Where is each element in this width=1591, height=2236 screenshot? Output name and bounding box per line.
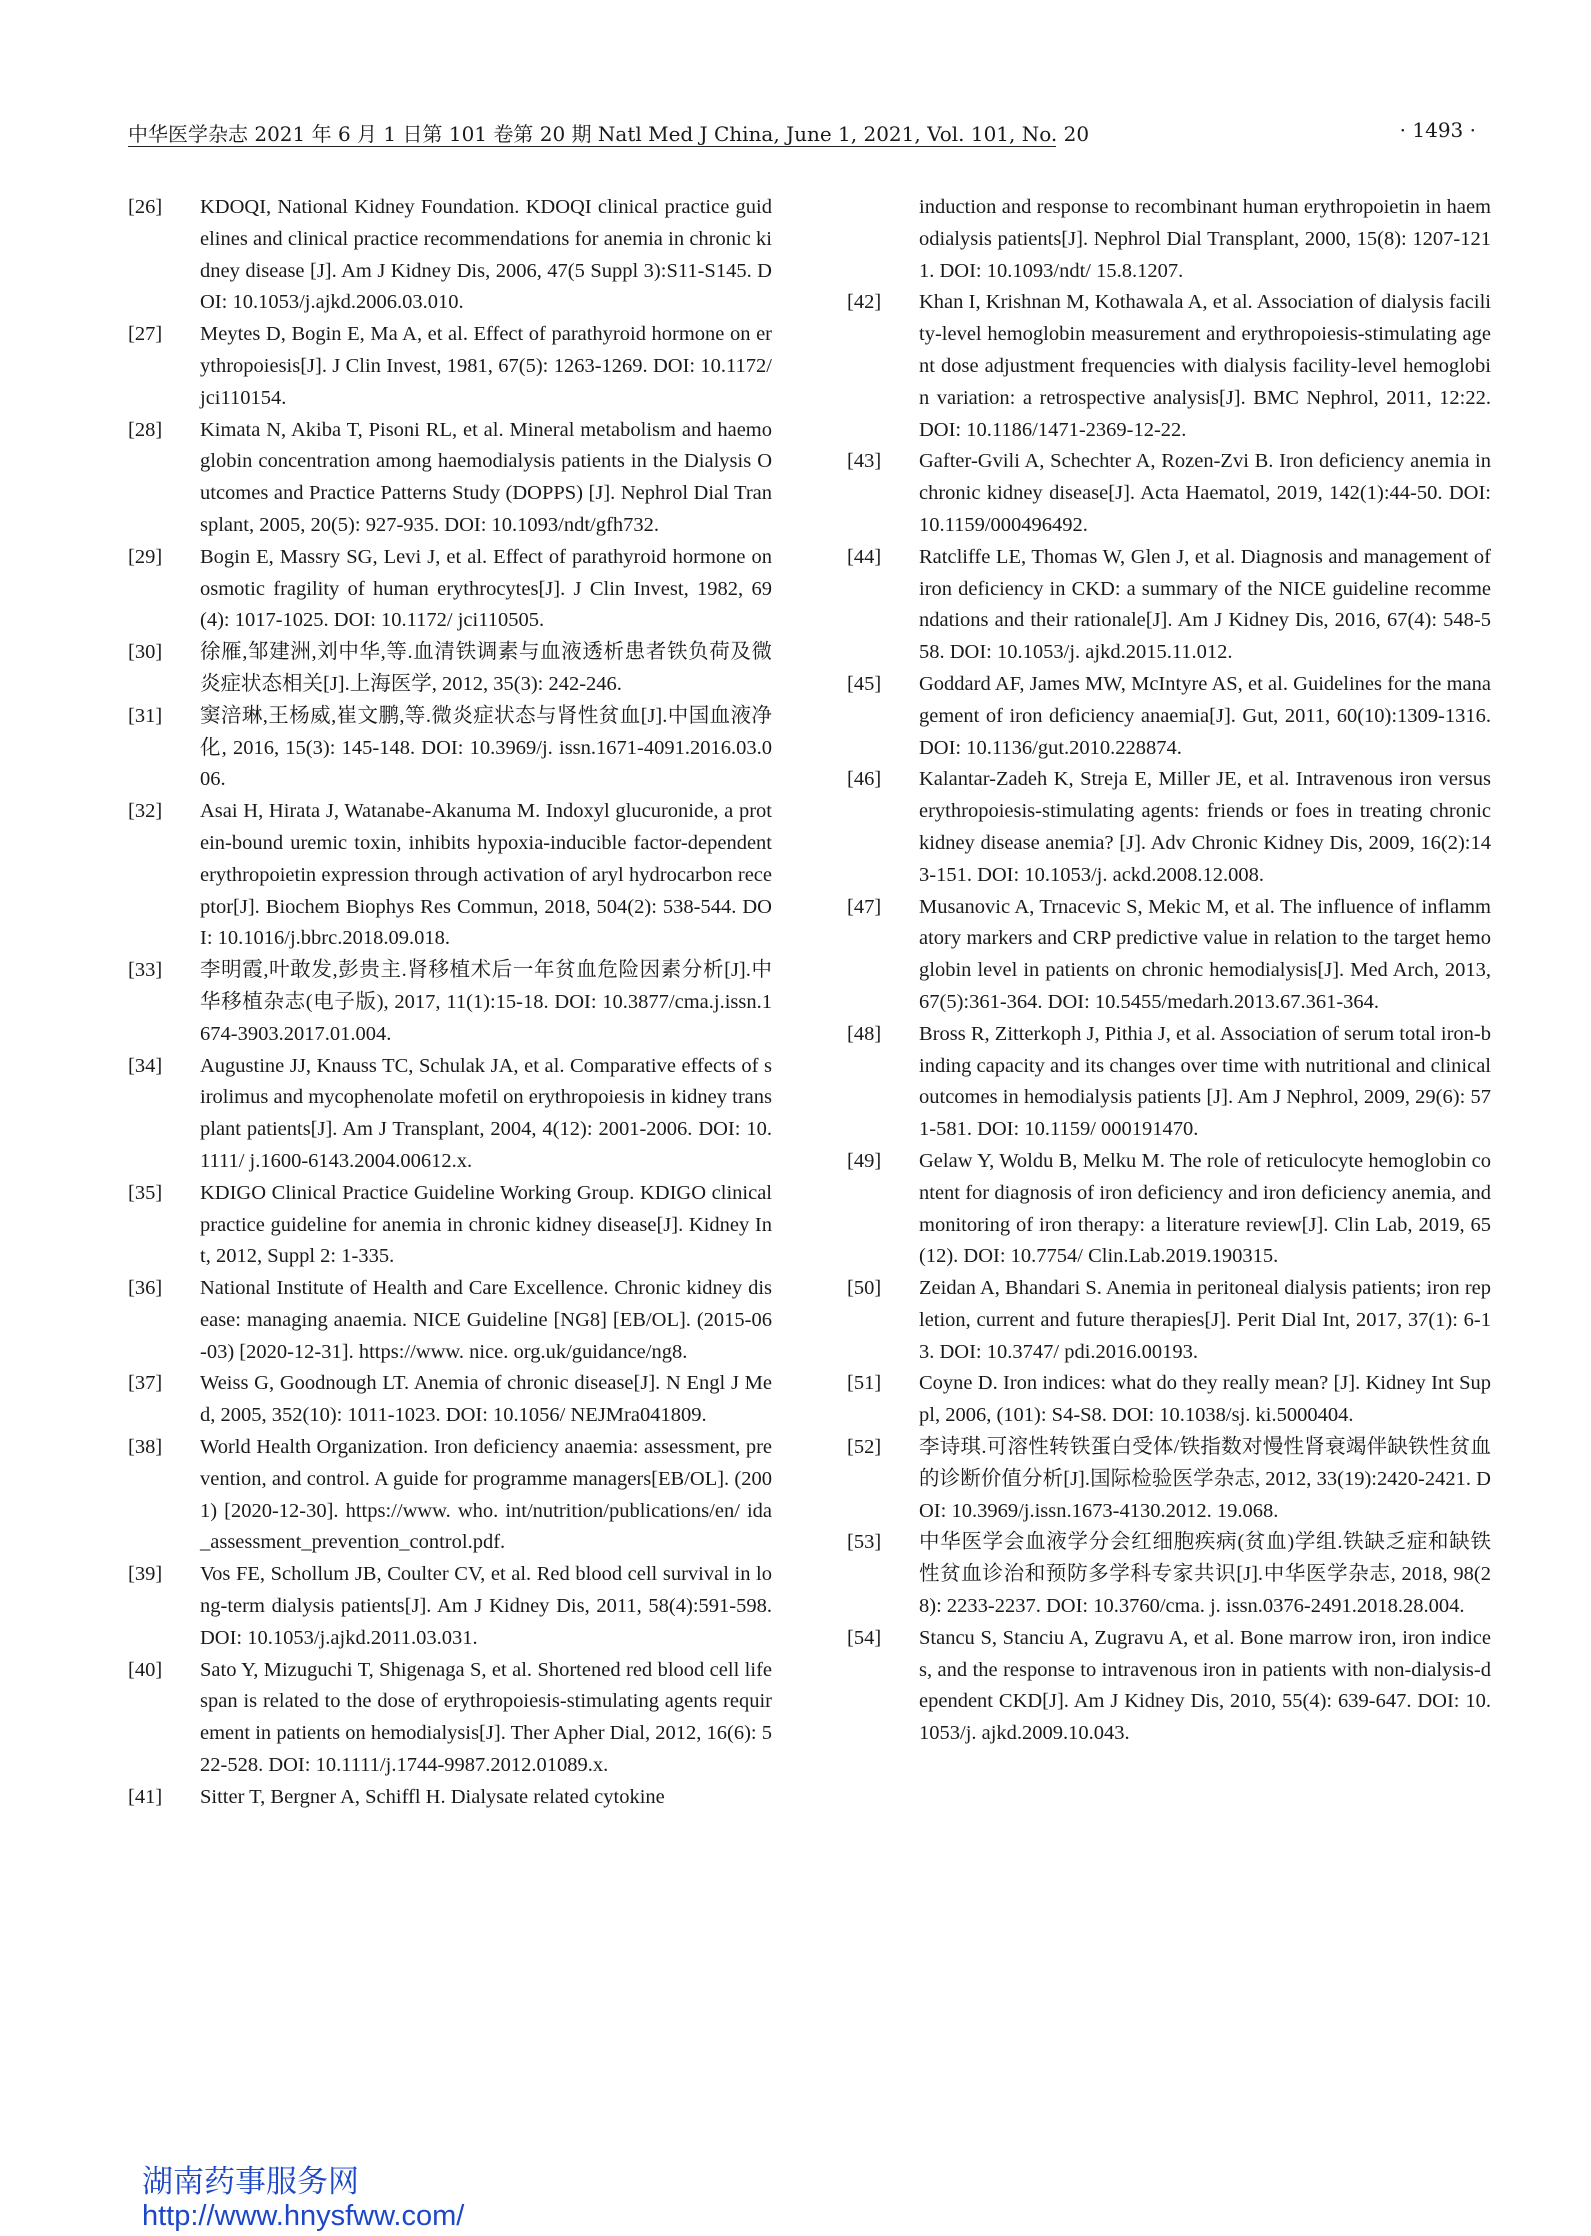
reference-text: Musanovic A, Trnacevic S, Mekic M, et al. The influence of inflammatory markers and CRP predictive value in relation to the target hemoglobin level in patients on chronic hemodialysis[J]. Med Arch, 2013, 67(5):361-364. DOI: 10.5455/medarh.2013.67.361-364. bbox=[919, 895, 1491, 1013]
reference-number: [29] bbox=[128, 545, 163, 568]
reference-number: [40] bbox=[128, 1658, 163, 1681]
reference-number: [49] bbox=[847, 1149, 882, 1172]
reference-number: [39] bbox=[128, 1563, 163, 1586]
reference-entry bbox=[847, 287, 1491, 446]
reference-number: [33] bbox=[128, 959, 163, 982]
watermark-url: http://www.hnysfww.com/ bbox=[142, 2200, 465, 2232]
reference-text: Meytes D, Bogin E, Ma A, et al. Effect of parathyroid hormone on erythropoiesis[J]. J Clin Invest, 1981, 67(5): 1263-1269. DOI: 10.1172/jci110154. bbox=[200, 323, 772, 409]
reference-entry bbox=[128, 192, 772, 319]
running-header bbox=[128, 112, 1476, 148]
reference-number: [38] bbox=[128, 1436, 163, 1459]
reference-entry bbox=[847, 192, 1491, 287]
reference-number: [32] bbox=[128, 800, 163, 823]
reference-entry bbox=[847, 892, 1491, 1019]
reference-number: [35] bbox=[128, 1181, 163, 1204]
reference-entry bbox=[847, 1432, 1491, 1527]
reference-text: Weiss G, Goodnough LT. Anemia of chronic disease[J]. N Engl J Med, 2005, 352(10): 1011-1023. DOI: 10.1056/ NEJMra041809. bbox=[200, 1372, 772, 1427]
reference-text: 徐雁,邹建洲,刘中华,等.血清铁调素与血液透析患者铁负荷及微炎症状态相关[J].上海医学, 2012, 35(3): 242-246. bbox=[200, 641, 772, 695]
reference-text: 李诗琪.可溶性转铁蛋白受体/铁指数对慢性肾衰竭伴缺铁性贫血的诊断价值分析[J].国际检验医学杂志, 2012, 33(19):2420-2421. DOI: 10.3969/j.issn.1673-4130.2012. 19.068. bbox=[919, 1436, 1491, 1522]
reference-number: [48] bbox=[847, 1022, 882, 1045]
reference-entry bbox=[847, 1527, 1491, 1622]
reference-number: [52] bbox=[847, 1436, 882, 1459]
reference-text: Kimata N, Akiba T, Pisoni RL, et al. Mineral metabolism and haemoglobin concentration among haemodialysis patients in the Dialysis Outcomes and Practice Patterns Study (DOPPS) [J]. Nephrol Dial Transplant, 2005, 20(5): 927-935. DOI: 10.1093/ndt/gfh732. bbox=[200, 418, 772, 536]
reference-text: Goddard AF, James MW, McIntyre AS, et al. Guidelines for the management of iron deficiency anaemia[J]. Gut, 2011, 60(10):1309-1316. DOI: 10.1136/gut.2010.228874. bbox=[919, 672, 1491, 759]
reference-text: Augustine JJ, Knauss TC, Schulak JA, et al. Comparative effects of sirolimus and mycophenolate mofetil on erythropoiesis in kidney transplant patients[J]. Am J Transplant, 2004, 4(12): 2001-2006. DOI: 10.1111/ j.1600-6143.2004.00612.x. bbox=[200, 1054, 772, 1172]
reference-entry bbox=[128, 542, 772, 637]
reference-number: [54] bbox=[847, 1626, 882, 1649]
reference-text: National Institute of Health and Care Excellence. Chronic kidney disease: managing anaemia. NICE Guideline [NG8] [EB/OL]. (2015-06-03) [2020-12-31]. https://www. nice. org.uk/guidance/ng8. bbox=[200, 1277, 772, 1363]
reference-number: [43] bbox=[847, 450, 882, 473]
reference-text: Asai H, Hirata J, Watanabe-Akanuma M. Indoxyl glucuronide, a protein-bound uremic toxin, inhibits hypoxia-inducible factor-dependent erythropoietin expression through activation of aryl hydrocarbon receptor[J]. Biochem Biophys Res Commun, 2018, 504(2): 538-544. DOI: 10.1016/j.bbrc.2018.09.018. bbox=[200, 800, 772, 950]
watermark bbox=[142, 2165, 464, 2233]
reference-text: Gafter-Gvili A, Schechter A, Rozen-Zvi B. Iron deficiency anemia in chronic kidney disease[J]. Acta Haematol, 2019, 142(1):44-50. DOI: 10.1159/000496492. bbox=[919, 450, 1491, 536]
reference-text: 窦涪琳,王杨威,崔文鹏,等.微炎症状态与肾性贫血[J].中国血液净化, 2016, 15(3): 145-148. DOI: 10.3969/j. issn.1671-4091.2016.03.006. bbox=[200, 704, 772, 791]
reference-text: Gelaw Y, Woldu B, Melku M. The role of reticulocyte hemoglobin content for diagnosis of iron deficiency and iron deficiency anemia, and monitoring of iron therapy: a literature review[J]. Clin Lab, 2019, 65(12). DOI: 10.7754/ Clin.Lab.2019.190315. bbox=[919, 1149, 1491, 1268]
reference-text: Ratcliffe LE, Thomas W, Glen J, et al. Diagnosis and management of iron deficiency in CKD: a summary of the NICE guideline recommendations and their rationale[J]. Am J Kidney Dis, 2016, 67(4): 548-558. DOI: 10.1053/j. ajkd.2015.11.012. bbox=[919, 545, 1491, 664]
reference-text: Vos FE, Schollum JB, Coulter CV, et al. Red blood cell survival in long-term dialysis patients[J]. Am J Kidney Dis, 2011, 58(4):591-598. DOI: 10.1053/j.ajkd.2011.03.031. bbox=[200, 1563, 772, 1649]
reference-entry bbox=[128, 955, 772, 1050]
reference-entry bbox=[128, 796, 772, 955]
reference-entry bbox=[128, 1432, 772, 1559]
reference-text: Sato Y, Mizuguchi T, Shigenaga S, et al. Shortened red blood cell lifespan is related to the dose of erythropoiesis-stimulating agents requirement in patients on hemodialysis[J]. Ther Apher Dial, 2012, 16(6): 522-528. DOI: 10.1111/j.1744-9987.2012.01089.x. bbox=[200, 1658, 772, 1777]
reference-number: [41] bbox=[128, 1785, 163, 1808]
reference-text: Bogin E, Massry SG, Levi J, et al. Effect of parathyroid hormone on osmotic fragility of human erythrocytes[J]. J Clin Invest, 1982, 69(4): 1017-1025. DOI: 10.1172/ jci110505. bbox=[200, 545, 772, 632]
reference-entry bbox=[847, 669, 1491, 764]
reference-text: Coyne D. Iron indices: what do they really mean? [J]. Kidney Int Suppl, 2006, (101): S4-S8. DOI: 10.1038/sj. ki.5000404. bbox=[919, 1372, 1491, 1427]
reference-text: Khan I, Krishnan M, Kothawala A, et al. Association of dialysis facility-level hemoglobin measurement and erythropoiesis-stimulating agent dose adjustment frequencies with dialysis facility-level hemoglobin variation: a retrospective analysis[J]. BMC Nephrol, 2011, 12:22. DOI: 10.1186/1471-2369-12-22. bbox=[919, 291, 1491, 441]
reference-number: [30] bbox=[128, 641, 163, 664]
reference-text: 中华医学会血液学分会红细胞疾病(贫血)学组.铁缺乏症和缺铁性贫血诊治和预防多学科专家共识[J].中华医学杂志, 2018, 98(28): 2233-2237. DOI: 10.3760/cma. j. issn.0376-2491.2018.28.004. bbox=[919, 1531, 1491, 1618]
reference-entry bbox=[128, 1782, 772, 1814]
reference-number: [31] bbox=[128, 704, 163, 727]
reference-text: induction and response to recombinant human erythropoietin in haemodialysis patients[J]. Nephrol Dial Transplant, 2000, 15(8): 1207-1211. DOI: 10.1093/ndt/ 15.8.1207. bbox=[919, 196, 1491, 282]
reference-entry bbox=[128, 1051, 772, 1178]
reference-number: [42] bbox=[847, 291, 882, 314]
reference-entry bbox=[128, 415, 772, 542]
reference-entry bbox=[128, 1559, 772, 1654]
reference-entry bbox=[847, 1623, 1491, 1750]
reference-entry bbox=[847, 1368, 1491, 1432]
reference-number: [36] bbox=[128, 1277, 163, 1300]
reference-entry bbox=[847, 1019, 1491, 1146]
reference-number: [28] bbox=[128, 418, 163, 441]
page-number: · 1493 · bbox=[1399, 118, 1476, 142]
reference-text: KDOQI, National Kidney Foundation. KDOQI clinical practice guidelines and clinical practice recommendations for anemia in chronic kidney disease [J]. Am J Kidney Dis, 2006, 47(5 Suppl 3):S11-S145. DOI: 10.1053/j.ajkd.2006.03.010. bbox=[200, 196, 772, 314]
reference-text: Sitter T, Bergner A, Schiffl H. Dialysate related cytokine bbox=[200, 1785, 665, 1808]
reference-entry bbox=[128, 1655, 772, 1782]
reference-number: [27] bbox=[128, 323, 163, 346]
reference-entry bbox=[847, 1146, 1491, 1273]
reference-number: [34] bbox=[128, 1054, 163, 1077]
reference-text: Stancu S, Stanciu A, Zugravu A, et al. Bone marrow iron, iron indices, and the response to intravenous iron in patients with non-dialysis-dependent CKD[J]. Am J Kidney Dis, 2010, 55(4): 639-647. DOI: 10.1053/j. ajkd.2009.10.043. bbox=[919, 1626, 1491, 1745]
references-column-left bbox=[128, 192, 772, 1814]
reference-text: KDIGO Clinical Practice Guideline Working Group. KDIGO clinical practice guideline for anemia in chronic kidney disease[J]. Kidney Int, 2012, Suppl 2: 1-335. bbox=[200, 1181, 772, 1268]
reference-number: [44] bbox=[847, 545, 882, 568]
reference-entry bbox=[847, 542, 1491, 669]
journal-citation-header: 中华医学杂志 2021 年 6 月 1 日第 101 卷第 20 期 Natl Med J China, June 1, 2021, Vol. 101, No. 20 bbox=[128, 122, 1090, 146]
reference-number: [47] bbox=[847, 895, 882, 918]
reference-number: [50] bbox=[847, 1277, 882, 1300]
reference-number: [26] bbox=[128, 196, 163, 218]
reference-text: Kalantar-Zadeh K, Streja E, Miller JE, et al. Intravenous iron versus erythropoiesis-stimulating agents: friends or foes in treating chronic kidney disease anemia? [J]. Adv Chronic Kidney Dis, 2009, 16(2):143-151. DOI: 10.1053/j. ackd.2008.12.008. bbox=[919, 768, 1491, 886]
reference-number: [51] bbox=[847, 1372, 882, 1395]
reference-entry bbox=[847, 1273, 1491, 1368]
reference-number: [37] bbox=[128, 1372, 163, 1395]
reference-entry bbox=[128, 1273, 772, 1368]
reference-entry bbox=[128, 319, 772, 414]
reference-number: [46] bbox=[847, 768, 882, 791]
reference-entry bbox=[128, 1178, 772, 1273]
watermark-site-name: 湖南药事服务网 bbox=[142, 2164, 359, 2200]
header-rule bbox=[128, 146, 1056, 147]
reference-text: Bross R, Zitterkoph J, Pithia J, et al. Association of serum total iron-binding capacity and its changes over time with nutritional and clinical outcomes in hemodialysis patients [J]. Am J Nephrol, 2009, 29(6): 571-581. DOI: 10.1159/ 000191470. bbox=[919, 1022, 1491, 1141]
reference-entry bbox=[128, 637, 772, 701]
reference-text: Zeidan A, Bhandari S. Anemia in peritoneal dialysis patients; iron repletion, current and future therapies[J]. Perit Dial Int, 2017, 37(1): 6-13. DOI: 10.3747/ pdi.2016.00193. bbox=[919, 1277, 1491, 1363]
reference-text: 李明霞,叶敢发,彭贵主.肾移植术后一年贫血危险因素分析[J].中华移植杂志(电子版), 2017, 11(1):15-18. DOI: 10.3877/cma.j.issn.1674-3903.2017.01.004. bbox=[200, 959, 772, 1045]
reference-entry bbox=[128, 701, 772, 796]
reference-entry bbox=[847, 764, 1491, 891]
reference-text: World Health Organization. Iron deficiency anaemia: assessment, prevention, and control. A guide for programme managers[EB/OL]. (2001) [2020-12-30]. https://www. who. int/nutrition/publications/en/ ida_assessment_prevention_control.pdf. bbox=[200, 1436, 772, 1554]
references-column-right bbox=[847, 192, 1491, 1750]
reference-number: [45] bbox=[847, 672, 882, 695]
reference-entry bbox=[128, 1368, 772, 1432]
reference-number: [53] bbox=[847, 1531, 882, 1554]
reference-entry bbox=[847, 446, 1491, 541]
